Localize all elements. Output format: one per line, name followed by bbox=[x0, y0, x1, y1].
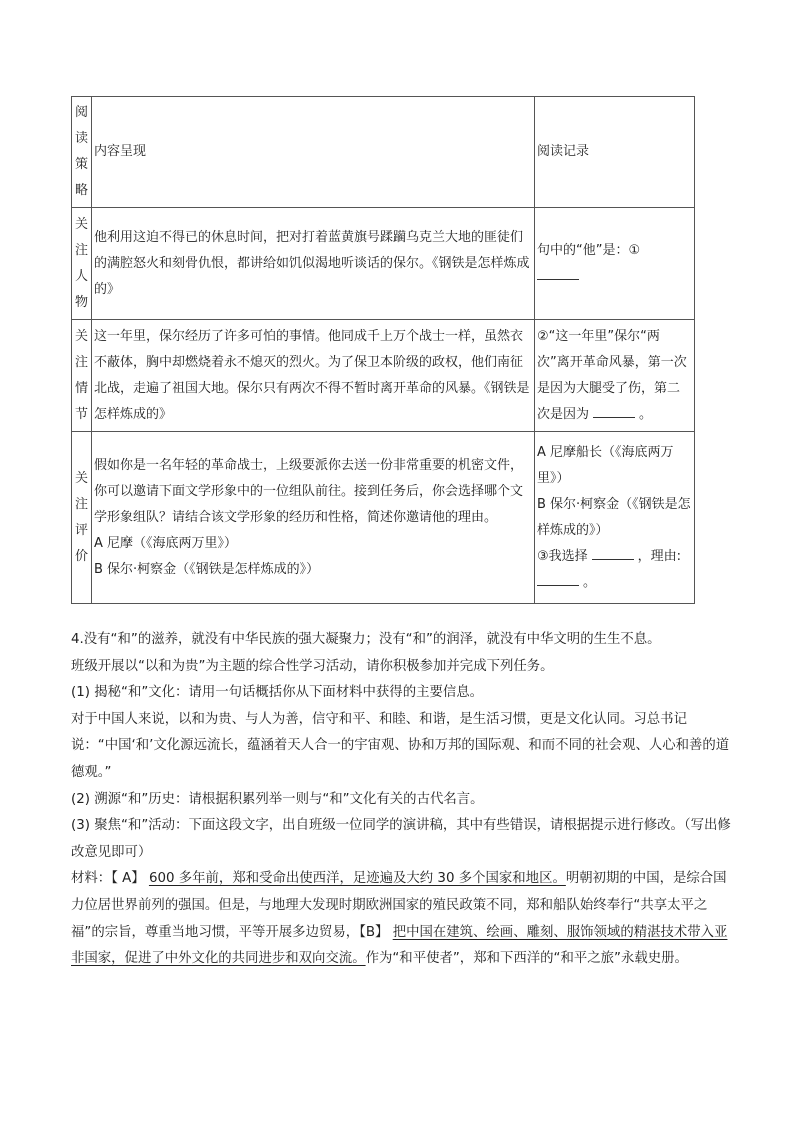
record-reason: ，理由: bbox=[637, 548, 682, 564]
table-header-row bbox=[72, 97, 695, 208]
strategy-cell: 关注情节 bbox=[72, 320, 92, 432]
strategy-cell: 关注评价 bbox=[72, 432, 92, 604]
record-cell bbox=[535, 432, 695, 604]
record-end: 。 bbox=[583, 574, 597, 590]
record-choose: ③我选择 bbox=[537, 548, 588, 564]
intro-line: 班级开展以“以和为贵”为主题的综合性学习活动，请你积极参加并完成下列任务。 bbox=[71, 658, 554, 674]
sub-question-1: (1) 揭秘“和”文化：请用一句话概括你从下面材料中获得的主要信息。 bbox=[71, 685, 484, 701]
record-option-a: A 尼摩船长（《海底两万里》） bbox=[537, 444, 674, 486]
content-cell: 他利用这迫不得已的休息时间，把对打着蓝黄旗号蹂躏乌克兰大地的匪徒们的满腔怒火和刻骨仇恨，都讲给如饥似渴地听谈话的保尔。《钢铁是怎样炼成的》 bbox=[92, 208, 535, 320]
record-end: 。 bbox=[639, 406, 653, 422]
answer-blank[interactable] bbox=[593, 403, 635, 418]
header-strategy-cell: 阅读策略 bbox=[72, 97, 92, 208]
sub-question-2: (2) 溯源“和”历史：请根据积累列举一则与“和”文化有关的古代名言。 bbox=[71, 791, 484, 807]
material-middle: 明朝初期的中国，是综合国力位居世界前列的强国。但是，与地理大发现时期欧洲国家的殖民政策不同，郑和船队始终奉行“共享太平之福”的宗旨，尊重当地习惯，平等开展多边贸易，【B】 bbox=[71, 871, 727, 940]
material-sentence-a: 600 多年前，郑和受命出使西洋，足迹遍及大约 30 多个国家和地区。 bbox=[148, 871, 566, 887]
record-cell bbox=[535, 208, 695, 320]
record-text: 句中的“他”是：① bbox=[537, 242, 641, 258]
question-4 bbox=[71, 627, 731, 973]
material-sentence-b: 把中国在建筑、绘画、雕刻、服饰领域的精湛技术带入亚非国家，促进了中外文化的共同进步和双向交流。 bbox=[71, 924, 728, 967]
header-content-cell: 内容呈现 bbox=[92, 97, 535, 208]
strategy-cell: 关注人物 bbox=[72, 208, 92, 320]
material-end: 作为“和平使者”，郑和下西洋的“和平之旅”永载史册。 bbox=[365, 951, 688, 967]
record-option-b: B 保尔·柯察金（《钢铁是怎样炼成的》） bbox=[537, 496, 691, 538]
answer-blank[interactable] bbox=[537, 265, 579, 280]
table-row bbox=[72, 320, 695, 432]
content-main: 假如你是一名年轻的革命战士，上级要派你去送一份非常重要的机密文件，你可以邀请下面文学形象中的一位组队前往。接到任务后，你会选择哪个文学形象组队？请结合该文学形象的经历和性格，简述你邀请他的理由。 bbox=[94, 457, 524, 525]
content-option-a: A 尼摩（《海底两万里》） bbox=[94, 535, 238, 551]
content-option-b: B 保尔·柯察金（《钢铁是怎样炼成的》） bbox=[94, 561, 320, 577]
record-cell bbox=[535, 320, 695, 432]
content-cell: 这一年里，保尔经历了许多可怕的事情。他同成千上万个战士一样，虽然衣不蔽体，胸中却燃烧着永不熄灭的烈火。为了保卫本阶级的政权，他们南征北战，走遍了祖国大地。保尔只有两次不得不暂时离开革命的风暴。《钢铁是怎样炼成的》 bbox=[92, 320, 535, 432]
table-row bbox=[72, 432, 695, 604]
answer-blank[interactable] bbox=[537, 571, 579, 586]
answer-blank[interactable] bbox=[592, 545, 634, 560]
intro-line: 4.没有“和”的滋养，就没有中华民族的强大凝聚力；没有“和”的润泽，就没有中华文明的生生不息。 bbox=[71, 632, 661, 647]
reading-strategy-table bbox=[71, 96, 695, 604]
speech-material bbox=[71, 866, 731, 972]
material-label: 材料：【 A】 bbox=[71, 871, 145, 887]
record-text: ②“这一年里”保尔“两次”离开革命风暴，第一次是因为大腿受了伤，第二次是因为 bbox=[537, 328, 687, 422]
sub-question-3: (3) 聚焦“和”活动：下面这段文字，出自班级一位同学的演讲稿，其中有些错误，请根据提示进行修改。（写出修改意见即可） bbox=[71, 818, 731, 860]
header-record-cell: 阅读记录 bbox=[535, 97, 695, 208]
material-text: 对于中国人来说，以和为贵、与人为善，信守和平、和睦、和谐，是生活习惯，更是文化认同。习总书记说：“中国‘和’文化源远流长，蕴涵着天人合一的宇宙观、协和万邦的国际观、和而不同的社会观、人心和善的道德观。” bbox=[71, 711, 730, 780]
content-cell bbox=[92, 432, 535, 604]
table-row bbox=[72, 208, 695, 320]
